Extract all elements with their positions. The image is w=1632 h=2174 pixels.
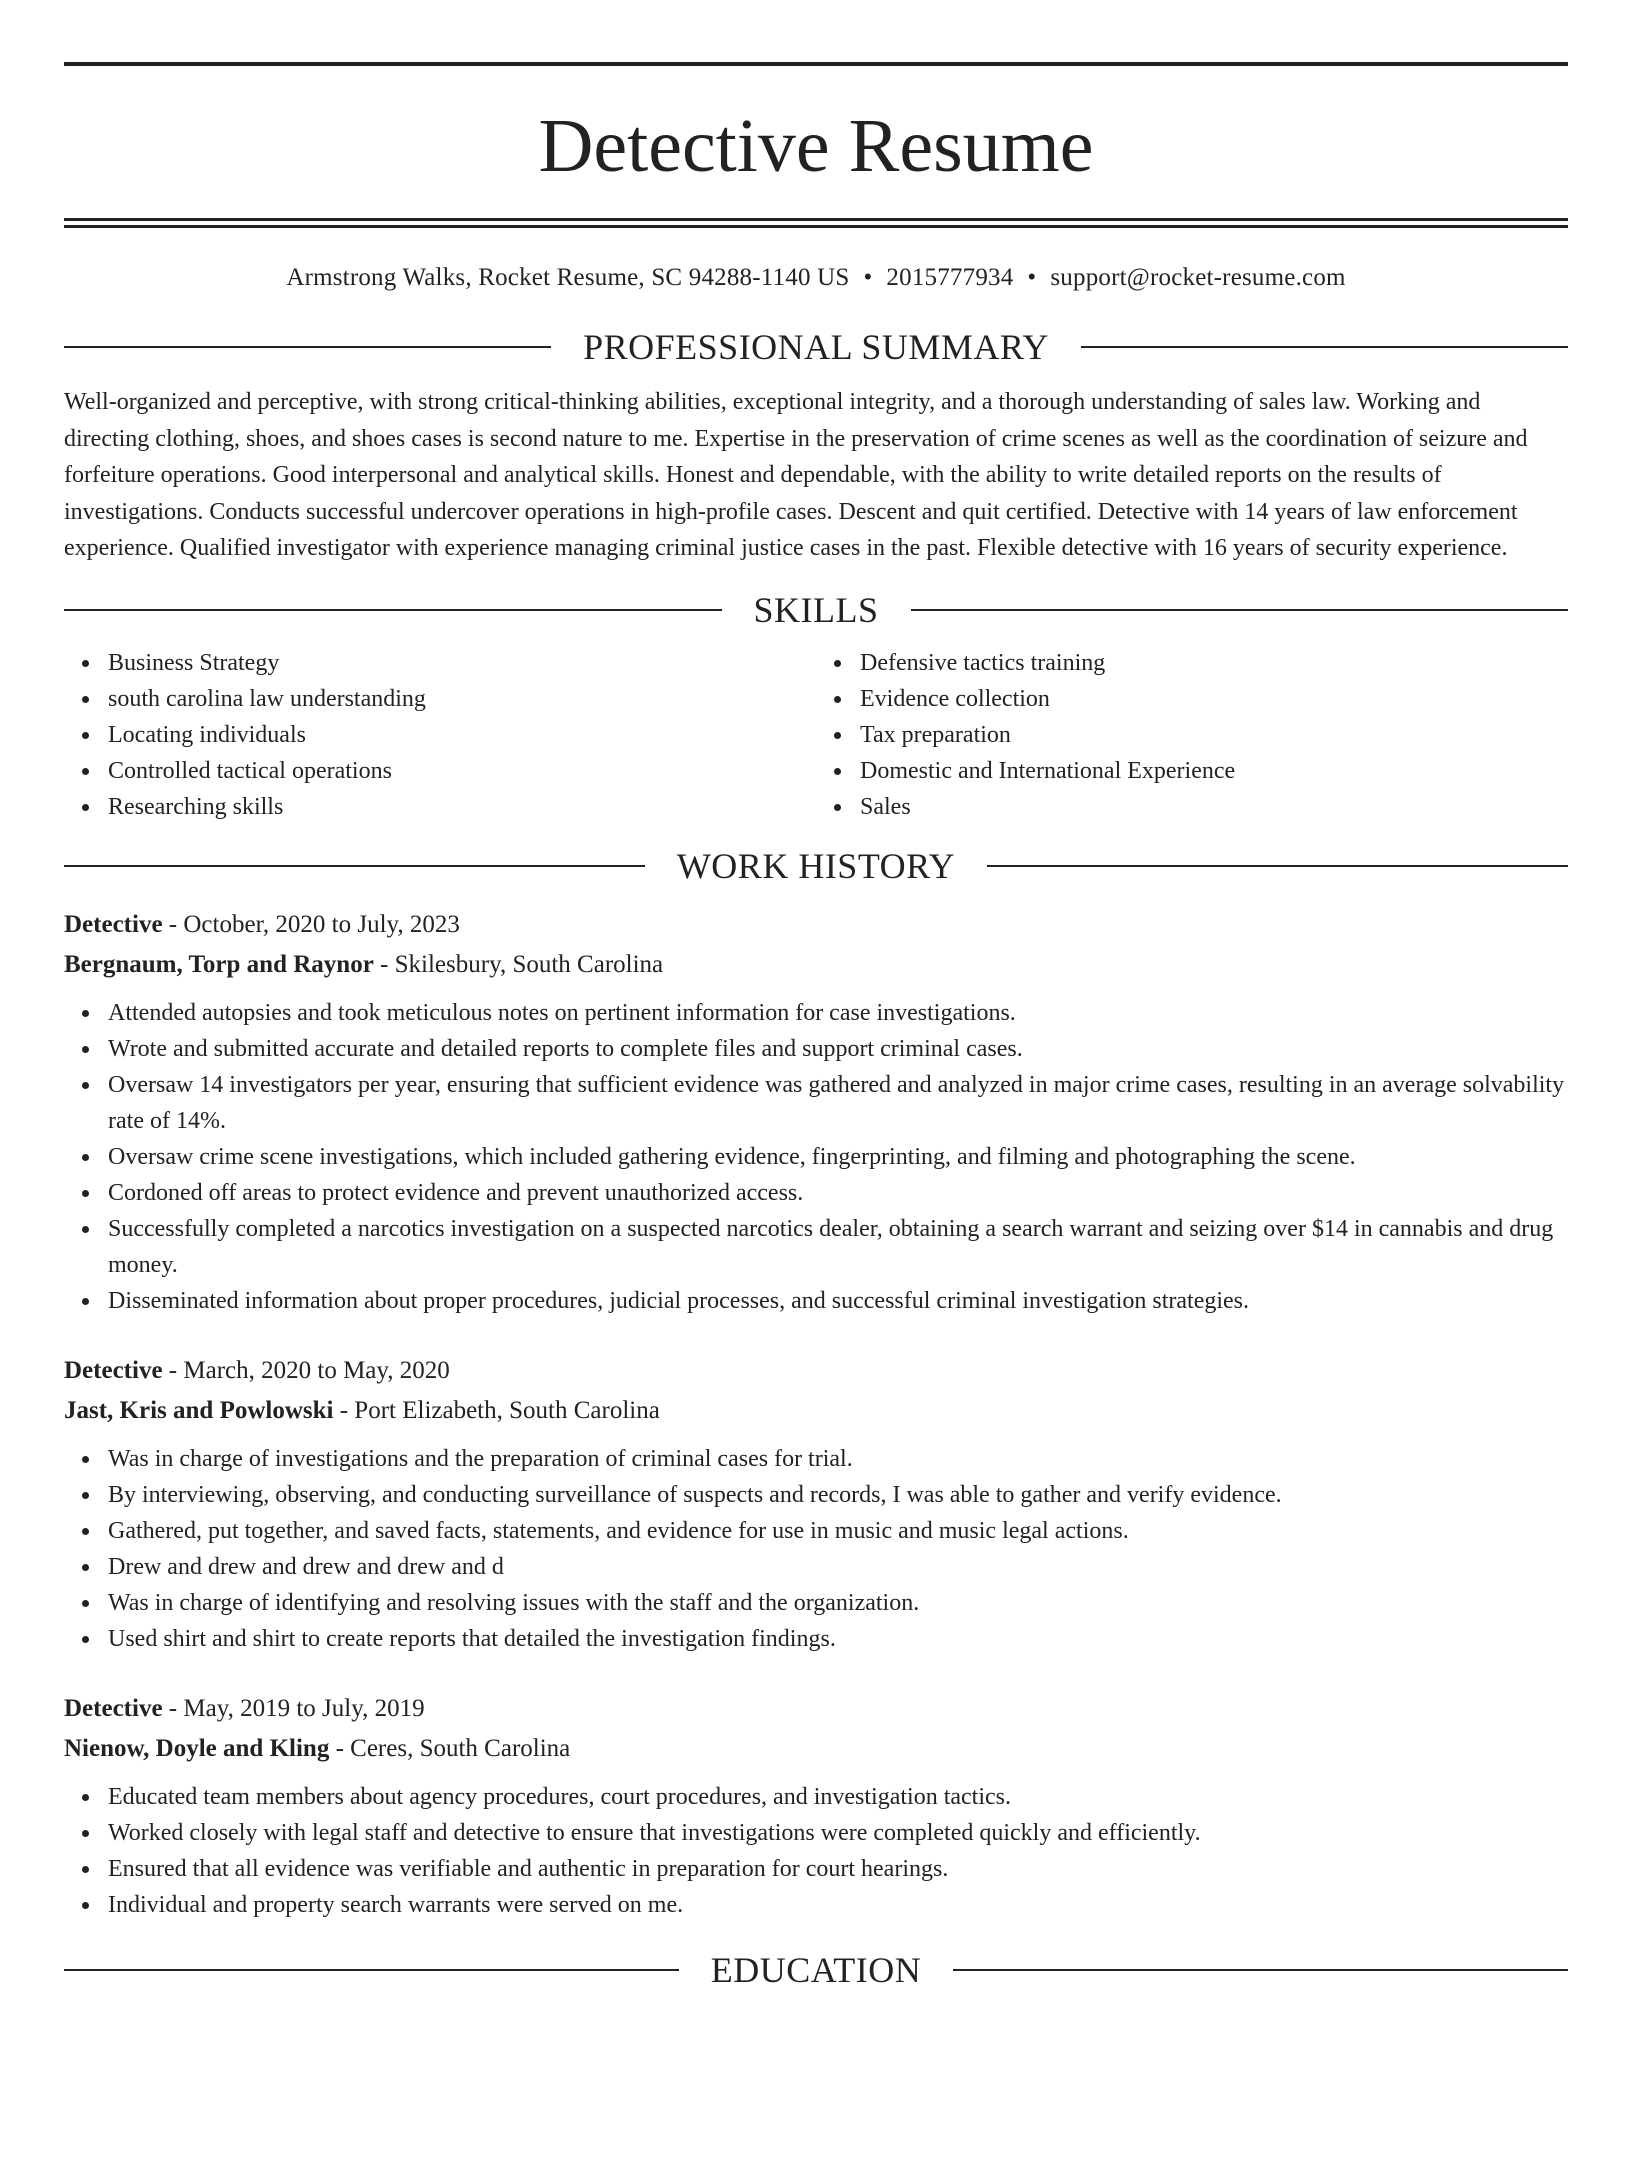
skill-item: Evidence collection — [860, 681, 1568, 717]
job-entry — [64, 1689, 1568, 1923]
section-rule-right — [953, 1969, 1568, 1971]
skills-column-right — [816, 645, 1568, 825]
job-dates: - May, 2019 to July, 2019 — [162, 1694, 425, 1722]
skill-item: Domestic and International Experience — [860, 753, 1568, 789]
section-title-summary: PROFESSIONAL SUMMARY — [583, 327, 1049, 367]
job-title: Detective — [64, 1356, 163, 1384]
section-header-summary — [64, 326, 1568, 368]
job-location: - Port Elizabeth, South Carolina — [333, 1396, 660, 1424]
skills-list — [64, 645, 1568, 825]
section-rule-right — [911, 609, 1569, 611]
skill-item: Researching skills — [108, 789, 816, 825]
contact-line — [64, 264, 1568, 292]
contact-phone: 2015777934 — [886, 264, 1014, 291]
skill-item: Controlled tactical operations — [108, 753, 816, 789]
section-title-skills: SKILLS — [753, 589, 879, 630]
section-title-work: WORK HISTORY — [676, 845, 956, 886]
page-title: Detective Resume — [538, 104, 1094, 188]
job-company-line — [64, 945, 1568, 985]
section-header-education — [64, 1949, 1568, 1991]
job-bullet: Ensured that all evidence was verifiable and authentic in preparation for court hearings. — [108, 1851, 1568, 1887]
job-bullet: Oversaw crime scene investigations, which included gathering evidence, fingerprinting, and filming and photographing the scene. — [108, 1139, 1568, 1175]
skill-item: Tax preparation — [860, 717, 1568, 753]
job-company: Jast, Kris and Powlowski — [64, 1396, 334, 1424]
job-title-line — [64, 905, 1568, 945]
job-bullet: Drew and drew and drew and drew and d — [108, 1549, 1568, 1585]
job-company-line — [64, 1391, 1568, 1431]
section-rule-left — [64, 865, 645, 867]
title-double-rule — [64, 218, 1568, 228]
job-title: Detective — [64, 1694, 163, 1722]
job-bullet: Was in charge of investigations and the preparation of criminal cases for trial. — [108, 1441, 1568, 1477]
job-bullet: Attended autopsies and took meticulous notes on pertinent information for case investigations. — [108, 995, 1568, 1031]
job-bullet: Worked closely with legal staff and detective to ensure that investigations were completed quickly and efficiently. — [108, 1815, 1568, 1851]
contact-separator: • — [1027, 264, 1037, 291]
job-dates: - October, 2020 to July, 2023 — [162, 910, 460, 938]
skill-item: Sales — [860, 789, 1568, 825]
job-bullet: Wrote and submitted accurate and detailed reports to complete files and support criminal cases. — [108, 1031, 1568, 1067]
job-company: Bergnaum, Torp and Raynor — [64, 950, 374, 978]
section-title-education: EDUCATION — [710, 1949, 922, 1990]
skill-item: Defensive tactics training — [860, 645, 1568, 681]
section-rule-right — [1081, 346, 1568, 348]
job-bullet: Was in charge of identifying and resolving issues with the staff and the organization. — [108, 1585, 1568, 1621]
job-bullets — [64, 995, 1568, 1319]
job-bullet: Individual and property search warrants were served on me. — [108, 1887, 1568, 1923]
skills-column-left — [64, 645, 816, 825]
job-location: - Skilesbury, South Carolina — [373, 950, 664, 978]
job-company: Nienow, Doyle and Kling — [64, 1734, 330, 1762]
job-company-line — [64, 1729, 1568, 1769]
job-bullet: Cordoned off areas to protect evidence and prevent unauthorized access. — [108, 1175, 1568, 1211]
job-bullets — [64, 1779, 1568, 1923]
contact-address: Armstrong Walks, Rocket Resume, SC 94288-1140 US — [286, 264, 850, 291]
job-bullet: By interviewing, observing, and conducting surveillance of suspects and records, I was able to gather and verify evidence. — [108, 1477, 1568, 1513]
section-rule-left — [64, 1969, 679, 1971]
contact-email[interactable]: support@rocket-resume.com — [1050, 264, 1346, 291]
job-title-line — [64, 1351, 1568, 1391]
job-location: - Ceres, South Carolina — [329, 1734, 571, 1762]
skill-item: south carolina law understanding — [108, 681, 816, 717]
job-bullet: Gathered, put together, and saved facts, statements, and evidence for use in music and music legal actions. — [108, 1513, 1568, 1549]
contact-separator: • — [863, 264, 873, 291]
job-entry — [64, 905, 1568, 1319]
resume-page — [0, 62, 1632, 2174]
section-header-skills — [64, 589, 1568, 631]
section-rule-right — [987, 865, 1568, 867]
job-entry — [64, 1351, 1568, 1657]
job-title: Detective — [64, 910, 163, 938]
job-bullet: Educated team members about agency procedures, court procedures, and investigation tactics. — [108, 1779, 1568, 1815]
job-bullet: Oversaw 14 investigators per year, ensuring that sufficient evidence was gathered and analyzed in major crime cases, resulting in an average solvability rate of 14%. — [108, 1067, 1568, 1139]
section-rule-left — [64, 609, 722, 611]
job-dates: - March, 2020 to May, 2020 — [162, 1356, 450, 1384]
section-rule-left — [64, 346, 551, 348]
job-bullet: Used shirt and shirt to create reports that detailed the investigation findings. — [108, 1621, 1568, 1657]
job-bullet: Disseminated information about proper procedures, judicial processes, and successful criminal investigation strategies. — [108, 1283, 1568, 1319]
skill-item: Locating individuals — [108, 717, 816, 753]
summary-text: Well-organized and perceptive, with strong critical-thinking abilities, exceptional integrity, and a thorough understanding of sales law. Working and directing clothing, shoes, and shoes cases is second nature to me. Expertise in the preservation of crime scenes as well as the coordination of seizure and forfeiture operations. Good interpersonal and analytical skills. Honest and dependable, with the ability to write detailed reports on the results of investigations. Conducts successful undercover operations in high-profile cases. Descent and quit certified. Detective with 14 years of law enforcement experience. Qualified investigator with experience managing criminal justice cases in the past. Flexible detective with 16 years of security experience. — [64, 389, 1528, 561]
section-header-work — [64, 845, 1568, 887]
job-bullets — [64, 1441, 1568, 1657]
job-title-line — [64, 1689, 1568, 1729]
job-bullet: Successfully completed a narcotics investigation on a suspected narcotics dealer, obtaining a search warrant and seizing over $14 in cannabis and drug money. — [108, 1211, 1568, 1283]
skill-item: Business Strategy — [108, 645, 816, 681]
